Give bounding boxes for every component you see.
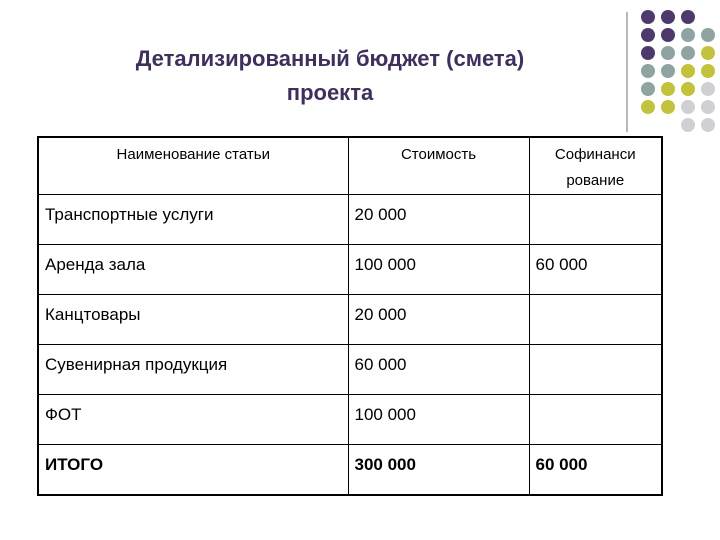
total-row (38, 445, 662, 495)
slide-title (40, 42, 620, 110)
decorative-divider (626, 12, 628, 132)
header-item-name: Наименование статьи (38, 137, 348, 195)
cost-cell: 100 000 (348, 245, 529, 295)
decor-dot (661, 46, 675, 60)
decor-dot (661, 28, 675, 42)
decor-dot (661, 64, 675, 78)
decor-dot (661, 10, 675, 24)
cofinancing-cell (529, 395, 662, 445)
cofinancing-cell (529, 195, 662, 245)
total-cost-cell: 300 000 (348, 445, 529, 495)
table-row (38, 295, 662, 345)
decor-dot (701, 46, 715, 60)
decor-dot (681, 10, 695, 24)
header-cost: Стоимость (348, 137, 529, 195)
table-header-row (38, 137, 662, 195)
item-name-cell: Аренда зала (38, 245, 348, 295)
total-cofinancing-cell: 60 000 (529, 445, 662, 495)
decor-dot (641, 10, 655, 24)
decor-dot (681, 46, 695, 60)
table-row (38, 195, 662, 245)
cost-cell: 60 000 (348, 345, 529, 395)
decor-dot (701, 100, 715, 114)
decor-dot (681, 28, 695, 42)
item-name-cell: ФОТ (38, 395, 348, 445)
decor-dot (701, 64, 715, 78)
cofinancing-cell: 60 000 (529, 245, 662, 295)
budget-table (37, 136, 663, 496)
decor-dot (641, 100, 655, 114)
decor-dot (641, 82, 655, 96)
cofinancing-cell (529, 345, 662, 395)
cofinancing-cell (529, 295, 662, 345)
cost-cell: 20 000 (348, 195, 529, 245)
item-name-cell: Транспортные услуги (38, 195, 348, 245)
table-row (38, 395, 662, 445)
cost-cell: 20 000 (348, 295, 529, 345)
decor-dot (641, 46, 655, 60)
decor-dot (681, 82, 695, 96)
cost-cell: 100 000 (348, 395, 529, 445)
decor-dot (681, 100, 695, 114)
total-label-cell: ИТОГО (38, 445, 348, 495)
decor-dot (701, 118, 715, 132)
table-row (38, 345, 662, 395)
decor-dot (701, 28, 715, 42)
decor-dot (681, 64, 695, 78)
decor-dot (701, 82, 715, 96)
decor-dot (681, 118, 695, 132)
table-row (38, 245, 662, 295)
header-cofinancing: Софинанси рование (529, 137, 662, 195)
decor-dot (661, 100, 675, 114)
item-name-cell: Сувенирная продукция (38, 345, 348, 395)
item-name-cell: Канцтовары (38, 295, 348, 345)
decor-dot (641, 64, 655, 78)
decor-dot (661, 82, 675, 96)
decor-dot (641, 28, 655, 42)
slide-title-line-2: проекта (286, 80, 374, 105)
slide-title-line-1: Детализированный бюджет (смета) (135, 46, 525, 71)
